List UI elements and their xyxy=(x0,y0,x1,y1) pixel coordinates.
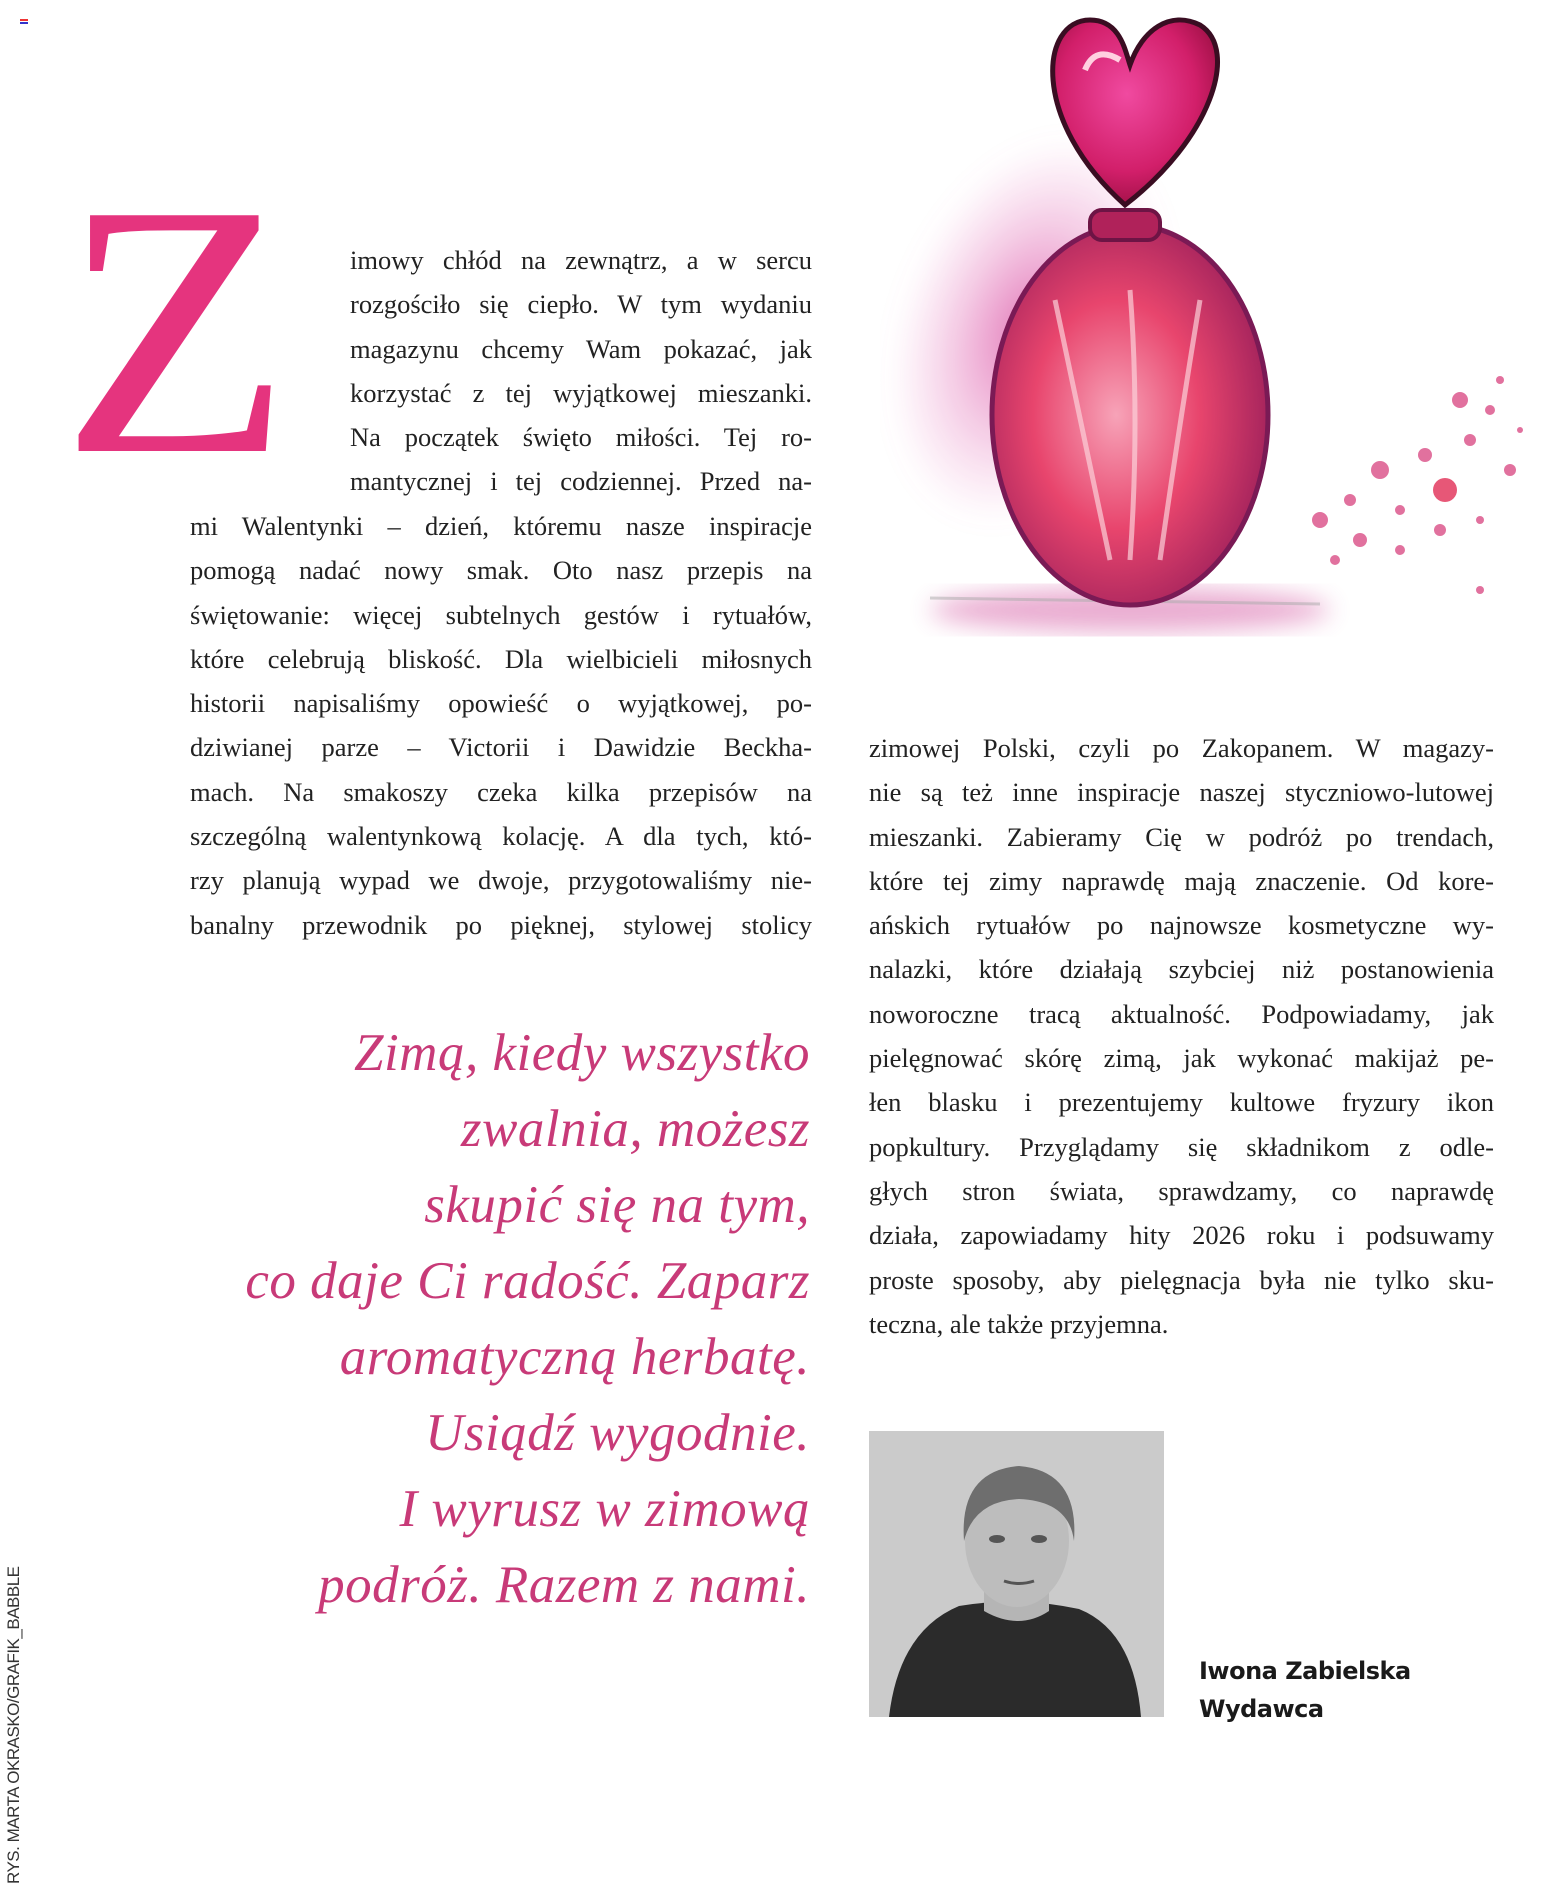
text-line: Usiądź wygodnie. xyxy=(425,1404,810,1462)
color-mark xyxy=(20,19,28,24)
text-line: Zimą, kiedy wszystko xyxy=(353,1024,810,1082)
perfume-bottle-illustration xyxy=(880,0,1540,640)
text-line: proste sposoby, aby pielęgnacja była nie tylko sku- xyxy=(869,1264,1494,1295)
signature-role: Wydawca xyxy=(1199,1695,1324,1723)
text-line: imowy chłód na zewnątrz, a w sercu xyxy=(350,245,812,275)
text-line: pomogą nadać nowy smak. Oto nasz przepis na xyxy=(190,555,812,586)
publisher-portrait-photo xyxy=(869,1431,1164,1717)
text-line: zimowej Polski, czyli po Zakopanem. W magazy- xyxy=(869,733,1494,763)
text-line: mach. Na smakoszy czeka kilka przepisów na xyxy=(190,776,812,807)
left-column-indented xyxy=(350,238,812,504)
text-line: podróż. Razem z nami. xyxy=(318,1556,810,1614)
text-line: Na początek święto miłości. Tej ro- xyxy=(350,422,812,453)
right-column xyxy=(869,726,1494,1346)
text-line: magazynu chcemy Wam pokazać, jak xyxy=(350,333,812,364)
signature-name: Iwona Zabielska xyxy=(1199,1657,1411,1685)
text-line: dziwianej parze – Victorii i Dawidzie Beckha- xyxy=(190,732,812,763)
text-line: rzy planują wypad we dwoje, przygotowaliśmy nie- xyxy=(190,865,812,896)
text-line: co daje Ci radość. Zaparz xyxy=(245,1252,810,1310)
text-line: skupić się na tym, xyxy=(424,1176,810,1234)
illustration-credit: RYS. MARTA OKRASKO/GRAFIK_BABBLE xyxy=(4,1566,23,1884)
text-line: mi Walentynki – dzień, któremu nasze inspiracje xyxy=(190,511,812,541)
text-line: rozgościło się ciepło. W tym wydaniu xyxy=(350,289,812,320)
text-line: noworoczne tracą aktualność. Podpowiadamy, jak xyxy=(869,998,1494,1029)
text-line: szczególną walentynkową kolację. A dla tych, któ- xyxy=(190,821,812,852)
text-line: działa, zapowiadamy hity 2026 roku i podsuwamy xyxy=(869,1220,1494,1251)
text-line: nalazki, które działają szybciej niż postanowienia xyxy=(869,954,1494,985)
text-line: świętowanie: więcej subtelnych gestów i rytuałów, xyxy=(190,599,812,630)
drop-cap: Z xyxy=(60,130,292,529)
text-line: ańskich rytuałów po najnowsze kosmetyczne wy- xyxy=(869,910,1494,941)
text-line: I wyrusz w zimową xyxy=(399,1480,810,1538)
text-line: aromatyczną herbatę. xyxy=(339,1328,810,1386)
text-line: które tej zimy naprawdę mają znaczenie. Od kore- xyxy=(869,865,1494,896)
text-line: które celebrują bliskość. Dla wielbicieli miłosnych xyxy=(190,643,812,674)
text-line: pielęgnować skórę zimą, jak wykonać makijaż pe- xyxy=(869,1043,1494,1074)
left-column xyxy=(190,504,812,947)
text-line: banalny przewodnik po pięknej, stylowej stolicy xyxy=(190,909,812,940)
text-line: popkultury. Przyglądamy się składnikom z odle- xyxy=(869,1131,1494,1162)
text-line: zwalnia, możesz xyxy=(460,1100,810,1158)
text-line: mantycznej i tej codziennej. Przed na- xyxy=(350,466,812,497)
pull-quote xyxy=(200,1015,810,1623)
text-line: historii napisaliśmy opowieść o wyjątkowej, po- xyxy=(190,688,812,719)
text-line: mieszanki. Zabieramy Cię w podróż po trendach, xyxy=(869,821,1494,852)
text-line: łen blasku i prezentujemy kultowe fryzury ikon xyxy=(869,1087,1494,1118)
text-line: teczna, ale także przyjemna. xyxy=(869,1308,1169,1339)
text-line: korzystać z tej wyjątkowej mieszanki. xyxy=(350,377,812,408)
portrait-image xyxy=(869,1431,1164,1717)
text-line: głych stron świata, sprawdzamy, co naprawdę xyxy=(869,1175,1494,1206)
signature xyxy=(1199,1652,1411,1728)
text-line: nie są też inne inspiracje naszej styczniowo-lutowej xyxy=(869,777,1494,808)
